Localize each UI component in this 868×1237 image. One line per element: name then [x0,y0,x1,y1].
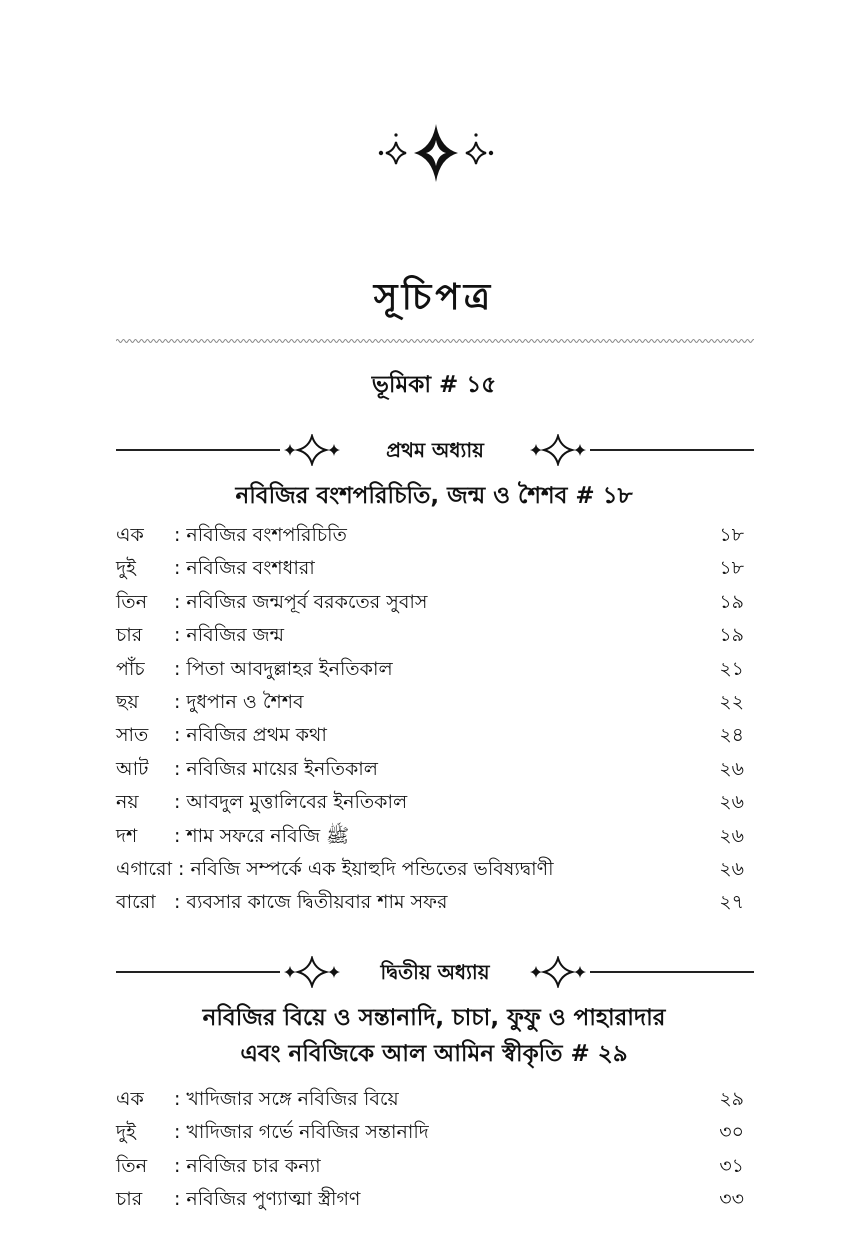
page-title: সূচিপত্র [373,277,495,318]
entry-title-wrap: : নবিজির মায়ের ইনতিকাল [174,757,378,780]
entry-number: তিন [116,1154,148,1177]
entry-page: ২৬ [719,757,744,780]
entry-title-wrap: : আবদুল মুত্তালিবের ইনতিকাল [174,791,408,814]
entry-title: আবদুল মুত্তালিবের ইনতিকাল [186,791,408,814]
entry-page: ২৯ [719,1088,744,1110]
divider-line [116,971,280,973]
chapter-label: প্রথম অধ্যায় [386,438,484,462]
entry-title: পিতা আবদুল্লাহর ইনতিকাল [186,657,393,680]
entry-page: ১৮ [719,524,744,546]
entry-title-wrap: : শাম সফরে নবিজি ﷺ [174,824,350,847]
entry-page: ৩১ [719,1154,744,1177]
entry-title: নবিজির পুণ্যাত্মা স্ত্রীগণ [186,1188,361,1211]
entry-title-wrap: : নবিজির বংশপরিচিতি [174,524,347,546]
entry-number: দুই [116,557,136,580]
entry-number: আট [116,757,149,780]
entry-title: খাদিজার সঙ্গে নবিজির বিয়ে [186,1088,399,1110]
diamond-ornament-icon [280,434,344,466]
entry-number: বারো [116,891,156,914]
entry-number: নয় [116,791,139,814]
entry-title: নবিজির জন্মপূর্ব বরকতের সুবাস [186,590,428,613]
entry-number: তিন [116,590,148,613]
entry-title-wrap: : নবিজির চার কন্যা [174,1154,321,1177]
entry-title: দুধপান ও শৈশব [186,690,304,713]
diamond-ornament-icon [526,434,590,466]
toc-entry[interactable] [116,586,744,619]
chapter-divider [116,952,754,992]
entry-title: নবিজির চার কন্যা [186,1154,321,1177]
chapter-title-line: নবিজির বিয়ে ও সন্তানাদি, চাচা, ফুফু ও পাহারাদার [202,1005,666,1031]
entry-page: ২১ [719,657,744,680]
chapter-title-line: নবিজির বংশপরিচিতি, জন্ম ও শৈশব # ১৮ [235,483,633,509]
toc-entry[interactable] [116,1083,744,1116]
toc-entry[interactable] [116,619,744,652]
entry-title-wrap: : নবিজির প্রথম কথা [174,724,327,747]
chapter-divider [116,430,754,470]
entry-page: ২৭ [719,891,744,914]
divider-line [590,449,754,451]
entry-title: নবিজির প্রথম কথা [186,724,327,747]
entry-title-wrap: : নবিজির জন্ম [174,624,285,647]
entry-page: ২৬ [719,791,744,814]
entry-number: এক [116,524,144,546]
toc-entry[interactable] [116,1150,744,1183]
entry-title: নবিজির মায়ের ইনতিকাল [186,757,378,780]
entry-number: এগারো [116,857,173,880]
toc-entry[interactable] [116,1183,744,1216]
entry-page: ২২ [719,690,744,713]
entry-page: ৩০ [719,1121,744,1144]
chapter-title-line: এবং নবিজিকে আল আমিন স্বীকৃতি # ২৯ [240,1041,628,1067]
entry-title: নবিজির বংশধারা [186,557,315,580]
entry-number: এক [116,1088,144,1110]
entry-page: ২৪ [719,724,744,747]
toc-list [116,519,744,920]
entry-number: সাত [116,724,149,747]
entry-page: ১৯ [719,624,744,647]
entry-page: ৩৩ [719,1188,744,1211]
entry-title: ব্যবসার কাজে দ্বিতীয়বার শাম সফর [186,891,448,914]
entry-title-wrap: : নবিজির পুণ্যাত্মা স্ত্রীগণ [174,1188,361,1211]
chapter-title [0,478,868,514]
entry-number: দুই [116,1121,136,1144]
entry-title-wrap: : দুধপান ও শৈশব [174,690,304,713]
entry-title-wrap: এগারো : নবিজি সম্পর্কে এক ইয়াহুদি পন্ডিতের ভবিষ্যদ্বাণী [116,857,554,880]
entry-page: ১৮ [719,557,744,580]
toc-entry[interactable] [116,1116,744,1149]
entry-page: ২৬ [719,857,744,880]
entry-title-wrap: : নবিজির জন্মপূর্ব বরকতের সুবাস [174,590,428,613]
entry-title-wrap: : পিতা আবদুল্লাহর ইনতিকাল [174,657,393,680]
diamond-ornament-icon [526,956,590,988]
toc-entry[interactable] [116,653,744,686]
entry-title: খাদিজার গর্ভে নবিজির সন্তানাদি [186,1121,429,1144]
entry-page: ২৬ [719,824,744,847]
entry-title-wrap: : খাদিজার সঙ্গে নবিজির বিয়ে [174,1088,399,1110]
entry-page: ১৯ [719,590,744,613]
toc-entry[interactable] [116,753,744,786]
entry-number: পাঁচ [116,657,145,680]
entry-title: নবিজির জন্ম [186,624,285,647]
toc-entry[interactable] [116,519,744,552]
chapter-title [0,1000,868,1072]
entry-title: নবিজি সম্পর্কে এক ইয়াহুদি পন্ডিতের ভবিষ্যদ্বাণী [190,857,554,880]
toc-entry[interactable] [116,552,744,585]
entry-title: নবিজির বংশপরিচিতি [186,524,347,546]
toc-list [116,1083,744,1217]
divider-line [590,971,754,973]
entry-title-wrap: : খাদিজার গর্ভে নবিজির সন্তানাদি [174,1121,429,1144]
toc-entry[interactable] [116,886,744,919]
toc-entry[interactable] [116,686,744,719]
entry-title-wrap: : নবিজির বংশধারা [174,557,315,580]
diamond-star-ornament-icon [374,122,498,184]
divider-line [116,449,280,451]
toc-entry[interactable] [116,719,744,752]
diamond-ornament-icon [280,956,344,988]
toc-entry[interactable] [116,786,744,819]
entry-number: দশ [116,824,138,847]
entry-number: চার [116,1188,143,1211]
intro-entry: ভূমিকা # ১৫ [371,372,497,398]
entry-title-wrap: : ব্যবসার কাজে দ্বিতীয়বার শাম সফর [174,891,448,914]
toc-entry[interactable] [116,820,744,853]
entry-title: শাম সফরে নবিজি ﷺ [186,824,350,847]
entry-number: ছয় [116,690,139,713]
toc-entry[interactable] [116,853,744,886]
wavy-divider [116,334,754,348]
chapter-label: দ্বিতীয় অধ্যায় [380,960,490,984]
entry-number: চার [116,624,143,647]
